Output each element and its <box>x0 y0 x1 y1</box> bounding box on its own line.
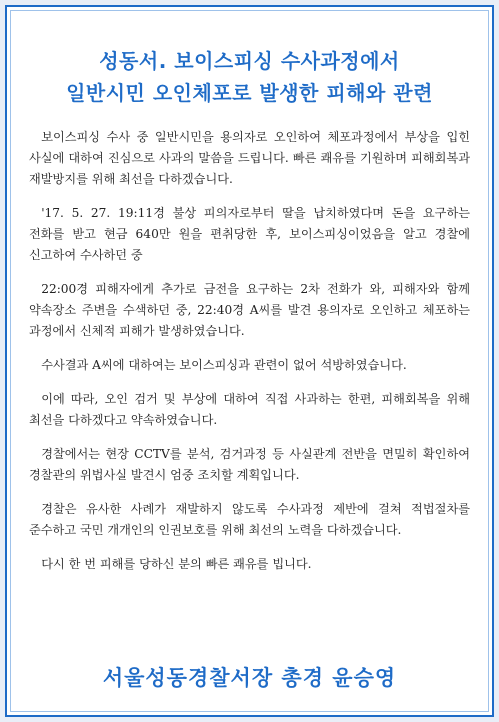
notice-body <box>29 127 470 588</box>
signature: 서울성동경찰서장 총경 윤승영 <box>102 666 397 690</box>
paragraph-apology: 보이스피싱 수사 중 일반시민을 용의자로 오인하여 체포과정에서 부상을 입힌 사실에 대하여 진심으로 사과의 말씀을 드립니다. 빠른 쾌유를 기원하며 피해회복과 재발방지를 위해 최선을 다하겠습니다. <box>29 130 470 186</box>
paragraph-release: 수사결과 A씨에 대하여는 보이스피싱과 관련이 없어 석방하였습니다. <box>41 358 407 372</box>
paragraph-arrest: 22:00경 피해자에게 추가로 금전을 요구하는 2차 전화가 와, 피해자와 함께 약속장소 주변을 수색하던 중, 22:40경 A씨를 발견 용의자로 오인하고 체포하는 과정에서 신체적 피해가 발생하였습니다. <box>29 282 470 338</box>
paragraph-closing: 다시 한 번 피해를 당하신 분의 빠른 쾌유를 빕니다. <box>41 557 312 571</box>
notice-title <box>7 45 492 109</box>
title-line-2: 일반시민 오인체포로 발생한 피해와 관련 <box>66 81 433 105</box>
paragraph-prevention: 경찰은 유사한 사례가 재발하지 않도록 수사과정 제반에 걸쳐 적법절차를 준수하고 국민 개개인의 인권보호를 위해 최선의 노력을 다하겠습니다. <box>29 502 470 537</box>
title-line-1: 성동서. 보이스피싱 수사과정에서 <box>99 49 400 73</box>
notice-frame <box>5 5 494 717</box>
paragraph-promise: 이에 따라, 오인 검거 및 부상에 대하여 직접 사과하는 한편, 피해회복을 위해 최선을 다하겠다고 약속하였습니다. <box>29 392 470 427</box>
paragraph-investigation: 경찰에서는 현장 CCTV를 분석, 검거과정 등 사실관계 전반을 면밀히 확인하여 경찰관의 위법사실 발견시 엄중 조치할 계획입니다. <box>29 447 470 482</box>
paragraph-incident: '17. 5. 27. 19:11경 불상 피의자로부터 딸을 납치하였다며 돈을 요구하는 전화를 받고 현금 640만 원을 편취당한 후, 보이스피싱이었음을 알고 경찰에 신고하여 수사하던 중 <box>29 206 470 262</box>
